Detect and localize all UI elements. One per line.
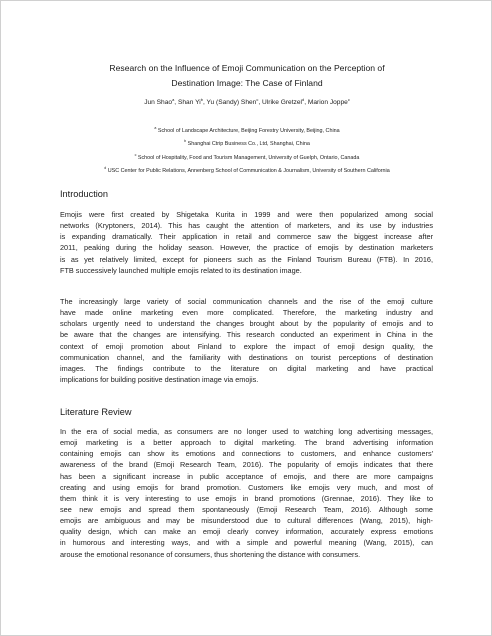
title-line-1: Research on the Influence of Emoji Communication on the Perception of xyxy=(109,63,385,73)
author-affil-mark: c xyxy=(347,96,350,102)
text-line: is as yet relatively limited, except for pioneers such as the Finland Tourism Bureau (FTB). In 2016, xyxy=(60,254,433,264)
author-name: Yu (Sandy) Shen xyxy=(206,99,257,106)
literature-paragraph-1 xyxy=(60,426,433,560)
author-list: Jun Shao$^a$, Shan Yi$^b$, Yu (Sandy) Shen$^c$, Ulrike Gretzel$^d$, Marion Joppe$^c$ xyxy=(144,96,350,106)
affiliation-text: Shanghai Ctrip Business Co., Ltd, Shanghai, China xyxy=(187,141,310,148)
text-line: awareness of the brand (Emoji Research Team, 2016). The popularity of emojis indicates that there xyxy=(60,460,433,470)
author-affil-mark: a xyxy=(172,96,175,102)
text-line: see new emojis and spread them spontaneously (Emoji Research Team, 2016). Although some xyxy=(60,504,433,514)
text-line: has been a significant increase in public acceptance of emojis, and there are more campaigns xyxy=(60,471,433,481)
text-line: implications for building positive destination image via emojis. xyxy=(60,374,259,384)
affiliation-text: School of Hospitality, Food and Tourism Management, University of Guelph, Ontario, Canada xyxy=(137,154,360,161)
intro-paragraph-1 xyxy=(60,209,433,276)
text-line: quality design, which can make an emoji clearly convey information, accurately express emotions xyxy=(60,527,433,537)
affiliation-mark: c xyxy=(134,153,137,158)
section-heading-literature-review: Literature Review xyxy=(60,407,132,417)
text-line: networks (Kryptoners, 2014). This has caught the attention of marketers, and its use by industries xyxy=(60,221,433,231)
section-heading-introduction: Introduction xyxy=(60,189,109,199)
author-name: Jun Shao xyxy=(144,99,173,106)
affiliation-item xyxy=(41,138,453,151)
author-name: Shan Yi xyxy=(177,99,201,106)
affiliation-list xyxy=(41,125,453,179)
text-line: communication channel, and the familiarity with destinations on tourist perceptions of destination xyxy=(60,352,433,362)
text-line: images. The findings contribute to the literature on digital marketing and have practical xyxy=(60,363,433,373)
text-line: is expanding dramatically. Their application in retail and commerce saw the biggest increase after xyxy=(60,232,433,242)
affiliation-mark: d xyxy=(104,166,107,171)
text-line: arouse the emotional resonance of consumers, thus shortening the distance with consumers. xyxy=(60,549,361,559)
author-affil-mark: d xyxy=(301,96,305,102)
text-line: in humorous and interesting ways, and with a simple and powerful meaning (Wang, 2015), can xyxy=(60,538,433,548)
text-line: emoji marketing is a better approach to digital marketing. The brand advertising information xyxy=(60,438,433,448)
affiliation-mark: a xyxy=(154,126,157,131)
text-line: emojis are ambiguous and may be misunderstood due to cultural differences (Wang, 2015), high- xyxy=(60,516,433,526)
text-line: have made online marketing even more complicated. Therefore, the marketing industry and xyxy=(60,308,433,318)
text-line: Emojis were first created by Shigetaka Kurita in 1999 and were then popularized among social xyxy=(60,210,433,219)
intro-paragraph-2 xyxy=(60,296,433,385)
affiliation-text: USC Center for Public Relations, Annenberg School of Communication & Journalism, University of Southern California xyxy=(107,168,390,175)
text-line: context of emoji promotion about Finland to explore the impact of emoji design quality, the xyxy=(60,341,433,351)
affiliation-item xyxy=(41,152,453,165)
author-name: Marion Joppe xyxy=(307,99,348,106)
text-line: them think it is very interesting to use emojis in brand promotions (Grennae, 2016). They like to xyxy=(60,493,433,503)
text-line: 2011, peaking during the holiday season. However, the practice of emojis by destination marketers xyxy=(60,243,433,253)
text-line: creating and using emojis for brand promotion. Customers like emojis very much, and most of xyxy=(60,482,433,492)
paper-title xyxy=(41,61,453,91)
affiliation-item xyxy=(41,165,453,178)
text-line: The increasingly large variety of social communication channels and the rise of the emoji culture xyxy=(60,297,433,306)
text-line: be aware that the changes are intensifying. This research conducted an experiment in China in the xyxy=(60,330,433,340)
text-line: In the era of social media, as consumers are no longer used to watching long advertising messages, xyxy=(60,427,433,436)
author-affil-mark: c xyxy=(256,96,259,102)
title-line-2: Destination Image: The Case of Finland xyxy=(171,78,323,88)
text-line: FTB successively launched multiple emojis related to its destination image. xyxy=(60,265,302,275)
author-affil-mark: b xyxy=(200,96,203,102)
affiliation-item xyxy=(41,125,453,138)
affiliation-text: School of Landscape Architecture, Beijing Forestry University, Beijing, China xyxy=(157,128,340,134)
text-line: scholars urgently need to understand the changes brought about by the popularity of emojis and to xyxy=(60,319,433,329)
author-name: Ulrike Gretzel xyxy=(262,99,302,106)
text-line: containing emojis can show its emotions and connections to customers, and enhance customers' xyxy=(60,449,433,459)
affiliation-mark: b xyxy=(184,139,187,144)
